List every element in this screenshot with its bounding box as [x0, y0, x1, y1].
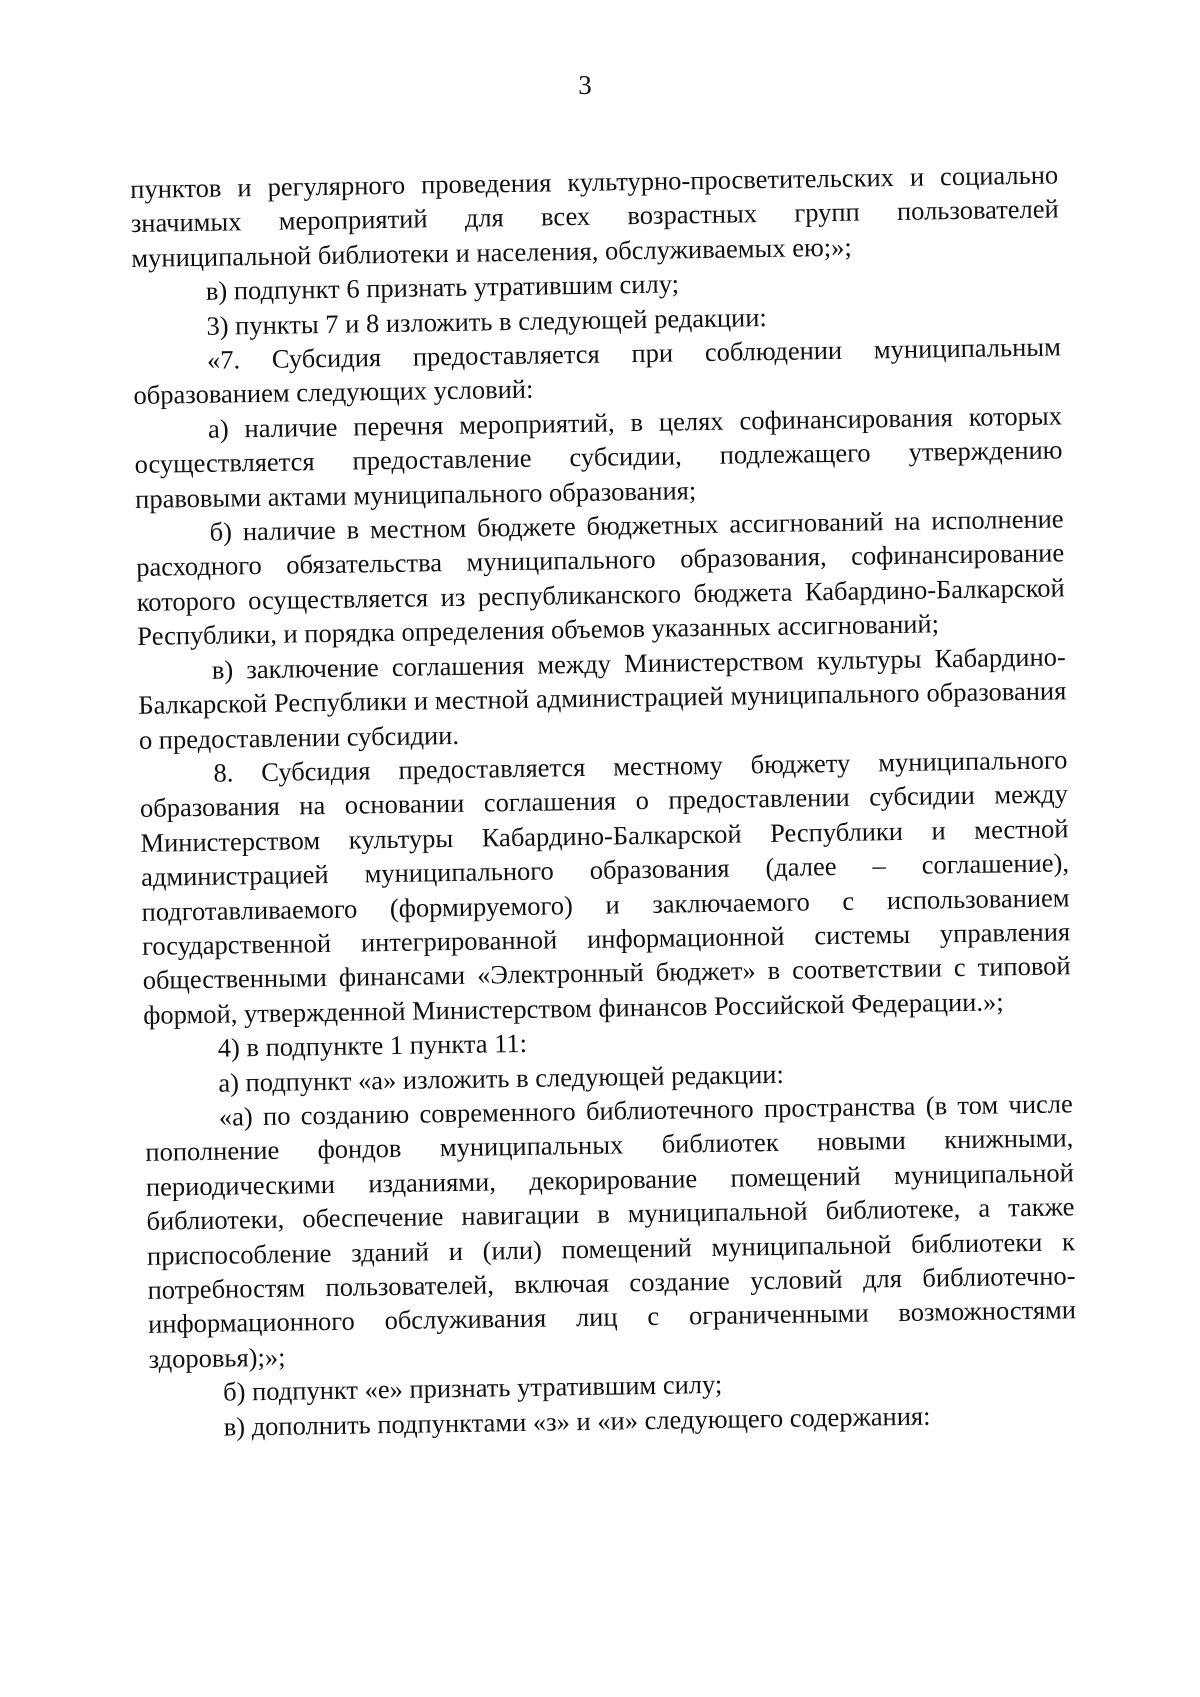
paragraph-subitem-a-edit: а) подпункт «а» изложить в следующей редакции:: [218, 1058, 785, 1098]
paragraph-subitem-b-repeal: б) подпункт «е» признать утратившим силу;: [222, 1369, 723, 1407]
paragraph-condition-b: б) наличие в местном бюджете бюджетных ассигнований на исполнение расходного обязательства муниципального образования, софинансирование которого осуществляется из республиканского бюджета Кабардино-Балкарской Республики, и порядка определения объемов указанных ассигнований;: [135, 503, 1065, 652]
paragraph-subitem-v-add: в) дополнить подпунктами «з» и «и» следующего содержания:: [223, 1400, 931, 1442]
paragraph-condition-v: в) заключение соглашения между Министерством культуры Кабардино-Балкарской Республики и местной администрацией муниципального образования о предоставлении субсидии.: [138, 641, 1067, 755]
paragraph-subitem-a-text: «а) по созданию современного библиотечного пространства (в том числе пополнение фондов муниципальных библиотек новыми книжными, периодическими изданиями, декорирование помещений муниципальной библиотеки, обеспечение навигации в муниципальной библиотеке, а также приспособление зданий и (или) помещений муниципальной библиотеки к потребностям пользователей, включая создание условий для библиотечно-информационного обслуживания лиц с ограниченными возможностями здоровья);»;: [145, 1088, 1077, 1374]
paragraph-condition-a: а) наличие перечня мероприятий, в целях софинансирования которых осуществляется предоставление субсидии, подлежащего утверждению правовыми актами муниципального образования;: [134, 400, 1063, 514]
paragraph-point-7: «7. Субсидия предоставляется при соблюдении муниципальным образованием следующих условий:: [133, 331, 1062, 411]
paragraph-item-3: 3) пункты 7 и 8 изложить в следующей редакции:: [206, 301, 767, 341]
paragraph-point-8: 8. Субсидия предоставляется местному бюджету муниципального образования на основании соглашения о предоставлении субсидии между Министерством культуры Кабардино-Балкарской Республики и местной администрацией муниципального образования (далее – соглашение), подготавливаемого (формируемого) и заключаемого с использованием государственной интегрированной информационной системы управления общественными финансами «Электронный бюджет» в соответствии с типовой формой, утвержденной Министерством финансов Российской Федерации.»;: [139, 744, 1071, 1030]
paragraph-intro-continuation: пунктов и регулярного проведения культурно-просветительских и социально значимых мероприятий для всех возрастных групп пользователей муниципальной библиотеки и населения, обслуживаемых ею;»;: [130, 159, 1059, 273]
page-number: 3: [578, 70, 592, 100]
document-body: [130, 157, 1078, 1444]
paragraph-subitem-v-repeal: в) подпункт 6 признать утратившим силу;: [205, 268, 680, 307]
paragraph-item-4: 4) в подпункте 1 пункта 11:: [217, 1028, 528, 1063]
